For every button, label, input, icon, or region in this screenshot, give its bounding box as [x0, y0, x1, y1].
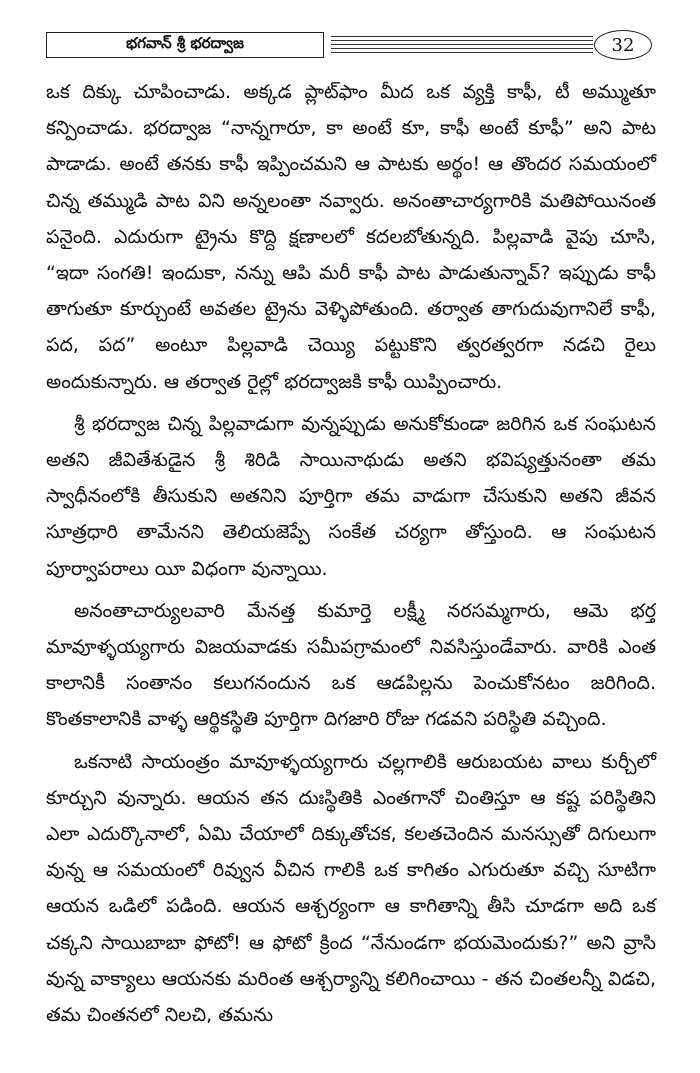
- page-number: 32: [594, 30, 652, 60]
- header-rule-lines: [331, 36, 593, 56]
- running-title: భగవాన్ శ్రీ భరద్వాజ: [46, 32, 324, 58]
- paragraph-4: ఒకనాటి సాయంత్రం మావూళ్ళయ్యగారు చల్లగాలికి ఆరుబయట వాలు కుర్చీలో కూర్చుని వున్నారు. ఆయన తన దుఃస్థితికి ఎంతగానో చింతిస్తూ ఆ కష్ట పరిస్థితిని ఎలా ఎదుర్కొనాలో, ఏమి చేయాలో దిక్కుతోచక, కలతచెందిన మనస్సుతో దిగులుగా వున్న ఆ సమయంలో రివ్వున వీచిన గాలికి ఒక కాగితం ఎగురుతూ వచ్చి సూటిగా ఆయన ఒడిలో పడింది. ఆయన ఆశ్చర్యంగా ఆ కాగితాన్ని తీసి చూడగా అది ఒక చక్కని సాయిబాబా ఫోటో! ఆ ఫోటో క్రింద “నేనుండగా భయమెందుకు?” అని వ్రాసి వున్న వాక్యాలు ఆయనకు మరింత ఆశ్చర్యాన్ని కలిగించాయి - తన చింతలన్నీ విడచి, తమ చింతనలో నిలచి, తమను: [46, 750, 656, 1027]
- page-header: [46, 32, 654, 60]
- body-text: [46, 74, 656, 1039]
- paragraph-3: అనంతాచార్యులవారి మేనత్త కుమార్తె లక్ష్మీ నరసమ్మగారు, ఆమె భర్త మావూళ్ళయ్యగారు విజయవాడకు సమీపగ్రామంలో నివసిస్తుండేవారు. వారికి ఎంత కాలానికీ సంతానం కలుగనందున ఒక ఆడపిల్లను పెంచుకోనటం జరిగింది. కొంతకాలానికి వాళ్ళ ఆర్థికస్థితి పూర్తిగా దిగజారి రోజు గడవని పరిస్థితి వచ్చింది.: [46, 599, 656, 731]
- paragraph-2: శ్రీ భరద్వాజ చిన్న పిల్లవాడుగా వున్నప్పుడు అనుకోకుండా జరిగిన ఒక సంఘటన అతని జీవితేశుడైన శ్రీ శిరిడి సాయినాథుడు అతని భవిష్యత్తునంతా తమ స్వాధీనంలోకి తీసుకుని అతనిని పూర్తిగా తమ వాడుగా చేసుకుని అతని జీవన సూత్రధారి తామేనని తెలియజెప్పే సంకేత చర్యగా తోస్తుంది. ఆ సంఘటన పూర్వాపరాలు యీ విధంగా వున్నాయి.: [46, 412, 656, 580]
- paragraph-1: ఒక దిక్కు చూపించాడు. అక్కడ ప్లాట్‌ఫాం మీద ఒక వ్యక్తి కాఫీ, టీ అమ్ముతూ కన్పించాడు. భరద్వాజ “నాన్నగారూ, కా అంటే కూ, కాఫీ అంటే కూఫీ” అని పాట పాడాడు. అంటే తనకు కాఫీ ఇప్పించమని ఆ పాటకు అర్థం! ఆ తొందర సమయంలో చిన్న తమ్ముడి పాట విని అన్నలంతా నవ్వారు. అనంతాచార్యగారికి మతిపోయినంత పనైంది. ఎదురుగా ట్రైను కొద్ది క్షణాలలో కదలబోతున్నది. పిల్లవాడి వైపు చూసి, “ఇదా సంగతి! ఇందుకా, నన్ను ఆపి మరీ కాఫీ పాట పాడుతున్నావ్? ఇప్పుడు కాఫీ తాగుతూ కూర్చుంటే అవతల ట్రైను వెళ్ళిపోతుంది. తర్వాత తాగుదువుగానిలే కాఫీ, పద, పద” అంటూ పిల్లవాడి చెయ్యి పట్టుకొని త్వరత్వరగా నడచి రైలు అందుకున్నారు. ఆ తర్వాత రైల్లో భరద్వాజకి కాఫీ యిప్పించారు.: [46, 81, 656, 393]
